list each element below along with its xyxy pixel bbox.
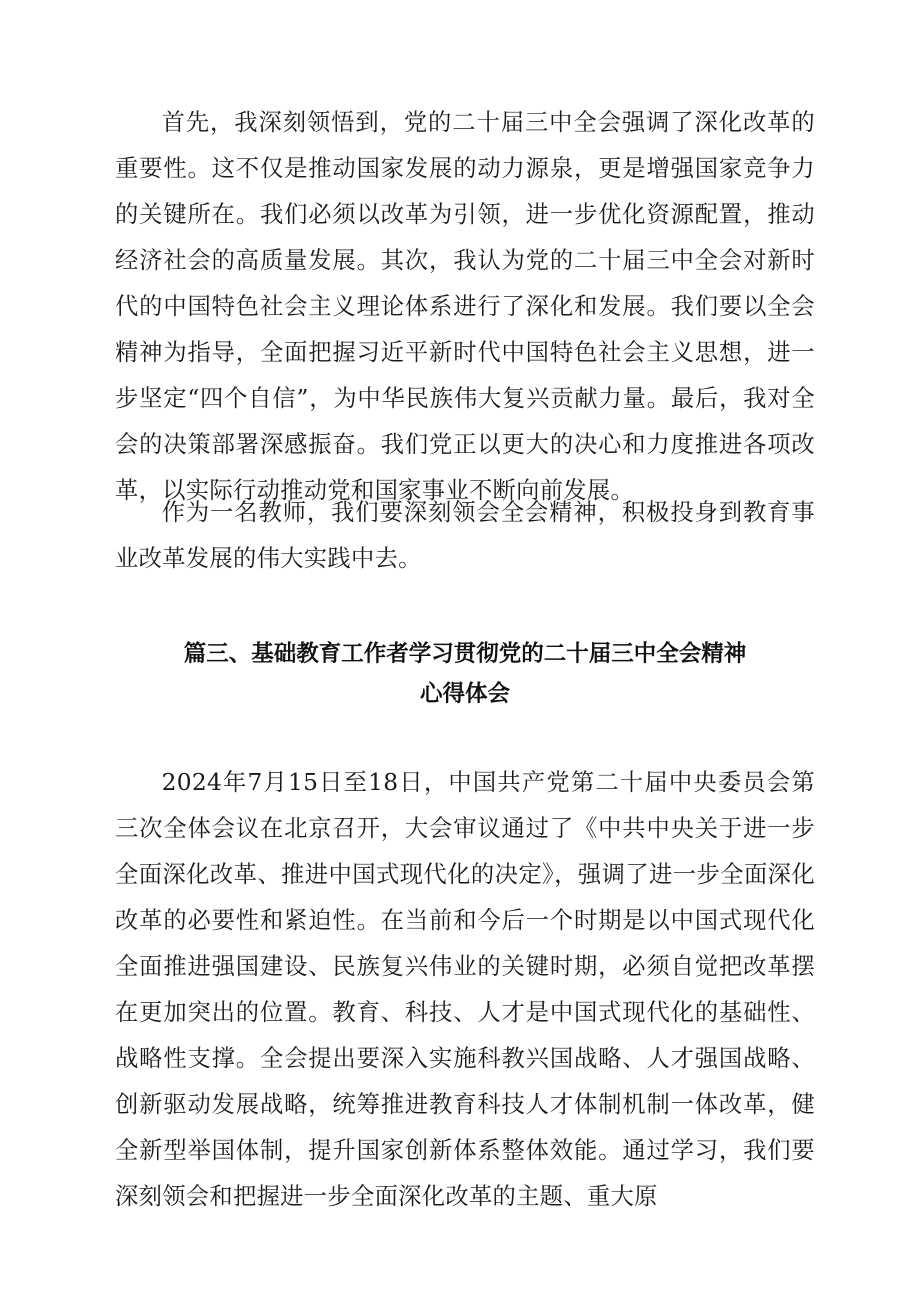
section-heading-line1: 篇三、基础教育工作者学习贯彻党的二十届三中全会精神: [183, 641, 747, 667]
paragraph-reform-importance: 首先，我深刻领悟到，党的二十届三中全会强调了深化改革的重要性。这不仅是推动国家发展的动力源泉，更是增强国家竞争力的关键所在。我们必须以改革为引领，进一步优化资源配置，推动经济社会的高质量发展。其次，我认为党的二十届三中全会对新时代的中国特色社会主义理论体系进行了深化和发展。我们要以全会精神为指导，全面把握习近平新时代中国特色社会主义思想，进一步坚定“四个自信”，为中华民族伟大复兴贡献力量。最后，我对全会的决策部署深感振奋。我们党正以更大的决心和力度推进各项改革，以实际行动推动党和国家事业不断向前发展。: [115, 109, 815, 504]
section-heading-line2: 心得体会: [419, 681, 510, 707]
section-heading: [115, 634, 815, 714]
paragraph-teacher: 作为一名教师，我们要深刻领会全会精神，积极投身到教育事业改革发展的伟大实践中去。: [115, 499, 815, 572]
paragraph-plenary-session: 2024年7月15日至18日，中国共产党第二十届中央委员会第三次全体会议在北京召开，大会审议通过了《中共中央关于进一步全面深化改革、推进中国式现代化的决定》，强调了进一步全面深化改革的必要性和紧迫性。在当前和今后一个时期是以中国式现代化全面推进强国建设、民族复兴伟业的关键时期，必须自觉把改革摆在更加突出的位置。教育、科技、人才是中国式现代化的基础性、战略性支撑。全会提出要深入实施科教兴国战略、人才强国战略、创新驱动发展战略，统筹推进教育科技人才体制机制一体改革，健全新型举国体制，提升国家创新体系整体效能。通过学习，我们要深刻领会和把握进一步全面深化改革的主题、重大原: [115, 769, 815, 1210]
